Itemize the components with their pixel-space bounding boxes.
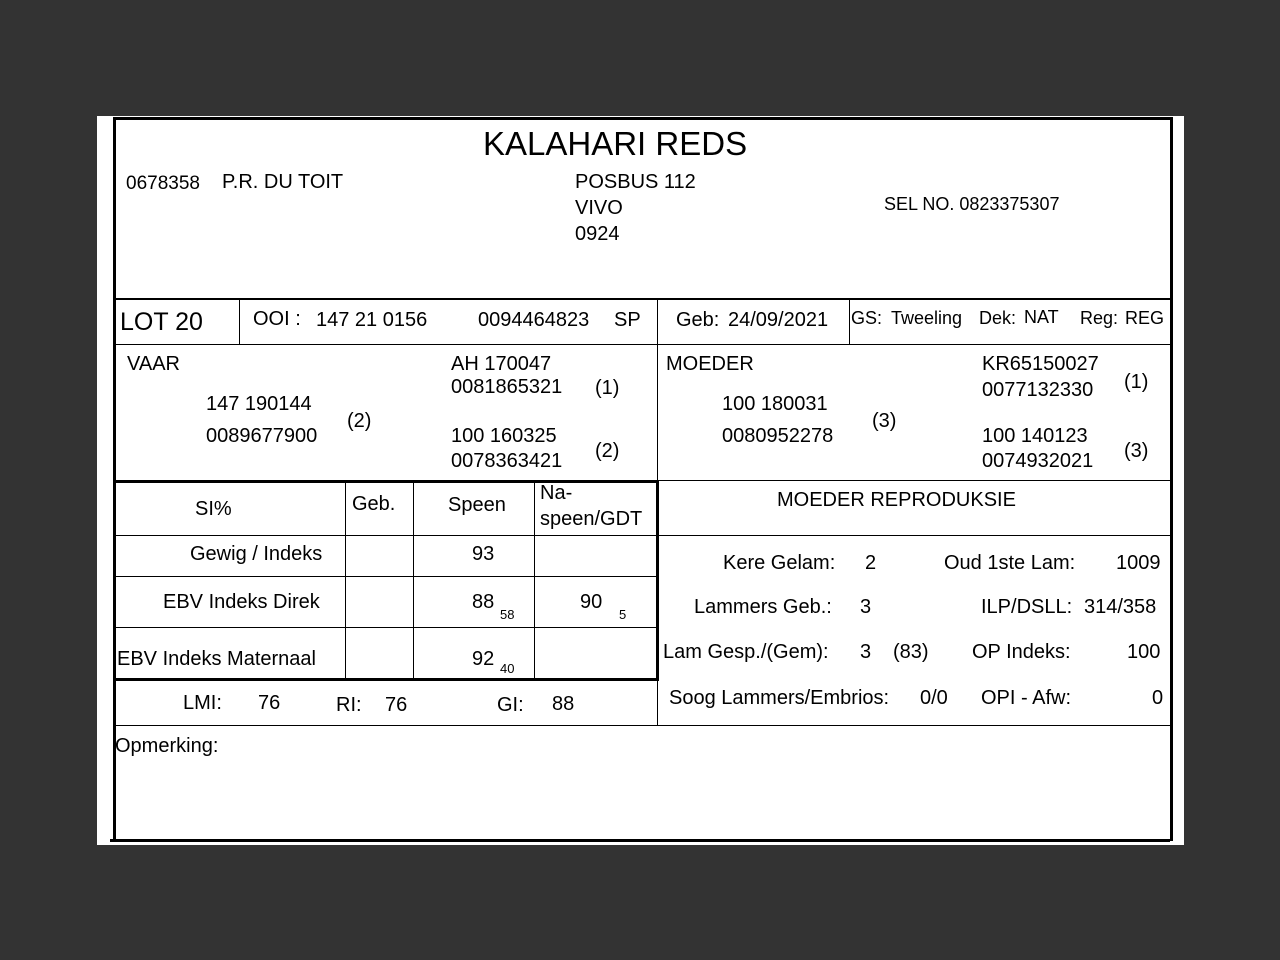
- divider-header-row: [113, 535, 1173, 536]
- ooi-label: OOI :: [253, 308, 301, 330]
- reg-value: REG: [1125, 308, 1165, 328]
- op-indeks-value: 100: [1127, 641, 1161, 663]
- repro-title: MOEDER REPRODUKSIE: [777, 489, 1016, 511]
- frame-bottom: [110, 839, 1170, 842]
- ooi-id: 147 21 0156: [316, 309, 428, 331]
- divider-lot-bottom: [113, 344, 1173, 345]
- moeder-label: MOEDER: [666, 353, 754, 375]
- ri-value: 76: [385, 694, 408, 716]
- op-indeks-label: OP Indeks:: [972, 641, 1071, 663]
- divider-row2: [113, 627, 658, 628]
- row-maternaal-label: EBV Indeks Maternaal: [117, 648, 316, 670]
- opi-afw-label: OPI - Afw:: [981, 687, 1072, 709]
- address-line-3: 0924: [575, 223, 620, 245]
- frame-right: [1170, 117, 1173, 841]
- moeder-vader-grade: (1): [1124, 371, 1149, 393]
- lmi-label: LMI:: [183, 692, 222, 714]
- moeder-grade: (3): [872, 410, 897, 432]
- header-speen-gdt: speen/GDT: [540, 508, 643, 530]
- lammers-geb-value: 3: [860, 596, 872, 618]
- ooi-sp: SP: [614, 309, 641, 331]
- row-direk-speen: 88: [472, 591, 495, 613]
- divider-lot-top: [113, 298, 1173, 300]
- row-direk-label: EBV Indeks Direk: [163, 591, 320, 613]
- vaar-vader-id: AH 170047: [451, 353, 552, 375]
- divider-bottom-center: [657, 680, 658, 726]
- oud-1ste-lam-label: Oud 1ste Lam:: [944, 552, 1076, 574]
- moeder-reg-no: 0080952278: [722, 425, 834, 447]
- breeder-name: P.R. DU TOIT: [222, 171, 344, 193]
- vaar-grade: (2): [347, 410, 372, 432]
- divider-lot-col3: [849, 299, 850, 345]
- moeder-vader-reg-no: 0077132330: [982, 379, 1094, 401]
- ilp-dsll-value: 314/358: [1084, 596, 1157, 618]
- row-gewig-speen: 93: [472, 543, 495, 565]
- header-si: SI%: [195, 498, 232, 520]
- row-maternaal-speen-sub: 40: [500, 661, 515, 676]
- row-direk-naspeen-sub: 5: [619, 607, 627, 622]
- lmi-value: 76: [258, 692, 281, 714]
- remarks-label: Opmerking:: [115, 735, 219, 757]
- moeder-moeder-grade: (3): [1124, 440, 1149, 462]
- oud-1ste-lam-value: 1009: [1116, 552, 1161, 574]
- reg-label: Reg:: [1080, 308, 1119, 328]
- geb-date: 24/09/2021: [728, 309, 829, 331]
- vaar-vader-grade: (1): [595, 377, 620, 399]
- kere-gelam-value: 2: [865, 552, 877, 574]
- soog-lammers-value: 0/0: [920, 687, 948, 709]
- row-gewig-label: Gewig / Indeks: [190, 543, 323, 565]
- divider-pedigree-left: [113, 480, 659, 483]
- header-na: Na-: [540, 482, 573, 504]
- lam-gesp-gem: (83): [893, 641, 929, 663]
- address-line-2: VIVO: [575, 197, 623, 219]
- divider-lot-col2: [657, 299, 658, 345]
- gs-value: Tweeling: [891, 308, 963, 328]
- dek-value: NAT: [1024, 307, 1059, 327]
- vaar-id: 147 190144: [206, 393, 312, 415]
- moeder-id: 100 180031: [722, 393, 828, 415]
- moeder-moeder-reg-no: 0074932021: [982, 450, 1094, 472]
- divider-si-col2: [413, 482, 414, 680]
- address-line-1: POSBUS 112: [575, 171, 696, 193]
- row-direk-speen-sub: 58: [500, 607, 515, 622]
- divider-remarks: [113, 725, 1173, 726]
- kere-gelam-label: Kere Gelam:: [723, 552, 836, 574]
- divider-table-bottom: [113, 678, 659, 681]
- breeder-number: 0678358: [126, 173, 200, 194]
- divider-pedigree-right: [658, 480, 1173, 481]
- geb-label: Geb:: [676, 309, 720, 331]
- lammers-geb-label: Lammers Geb.:: [694, 596, 832, 618]
- header-geb: Geb.: [352, 493, 396, 515]
- vaar-moeder-id: 100 160325: [451, 425, 557, 447]
- vaar-moeder-grade: (2): [595, 440, 620, 462]
- vaar-vader-reg-no: 0081865321: [451, 376, 563, 398]
- header-speen: Speen: [448, 494, 506, 516]
- gs-label: GS:: [851, 308, 883, 328]
- opi-afw-value: 0: [1152, 687, 1164, 709]
- cell-number: SEL NO. 0823375307: [884, 194, 1060, 214]
- ri-label: RI:: [336, 694, 362, 716]
- vaar-label: VAAR: [127, 353, 180, 375]
- lot-label: LOT 20: [120, 308, 203, 336]
- ooi-reg-no: 0094464823: [478, 309, 590, 331]
- moeder-moeder-id: 100 140123: [982, 425, 1088, 447]
- gi-label: GI:: [497, 694, 524, 716]
- card-title: KALAHARI REDS: [483, 125, 748, 162]
- dek-label: Dek:: [979, 308, 1017, 328]
- frame-top: [113, 117, 1173, 120]
- vaar-moeder-reg-no: 0078363421: [451, 450, 563, 472]
- divider-si-col3: [534, 482, 535, 680]
- lam-gesp-label: Lam Gesp./(Gem):: [663, 641, 829, 663]
- vaar-reg-no: 0089677900: [206, 425, 318, 447]
- gi-value: 88: [552, 693, 575, 715]
- moeder-vader-id: KR65150027: [982, 353, 1099, 375]
- frame-left: [113, 117, 116, 841]
- divider-si-right: [656, 482, 659, 680]
- divider-lot-col1: [239, 299, 240, 345]
- row-maternaal-speen: 92: [472, 648, 495, 670]
- row-direk-naspeen: 90: [580, 591, 603, 613]
- divider-row1: [113, 576, 658, 577]
- ilp-dsll-label: ILP/DSLL:: [981, 596, 1073, 618]
- divider-pedigree-center: [657, 345, 658, 481]
- divider-si-col1: [345, 482, 346, 680]
- soog-lammers-label: Soog Lammers/Embrios:: [669, 687, 890, 709]
- lam-gesp-value: 3: [860, 641, 872, 663]
